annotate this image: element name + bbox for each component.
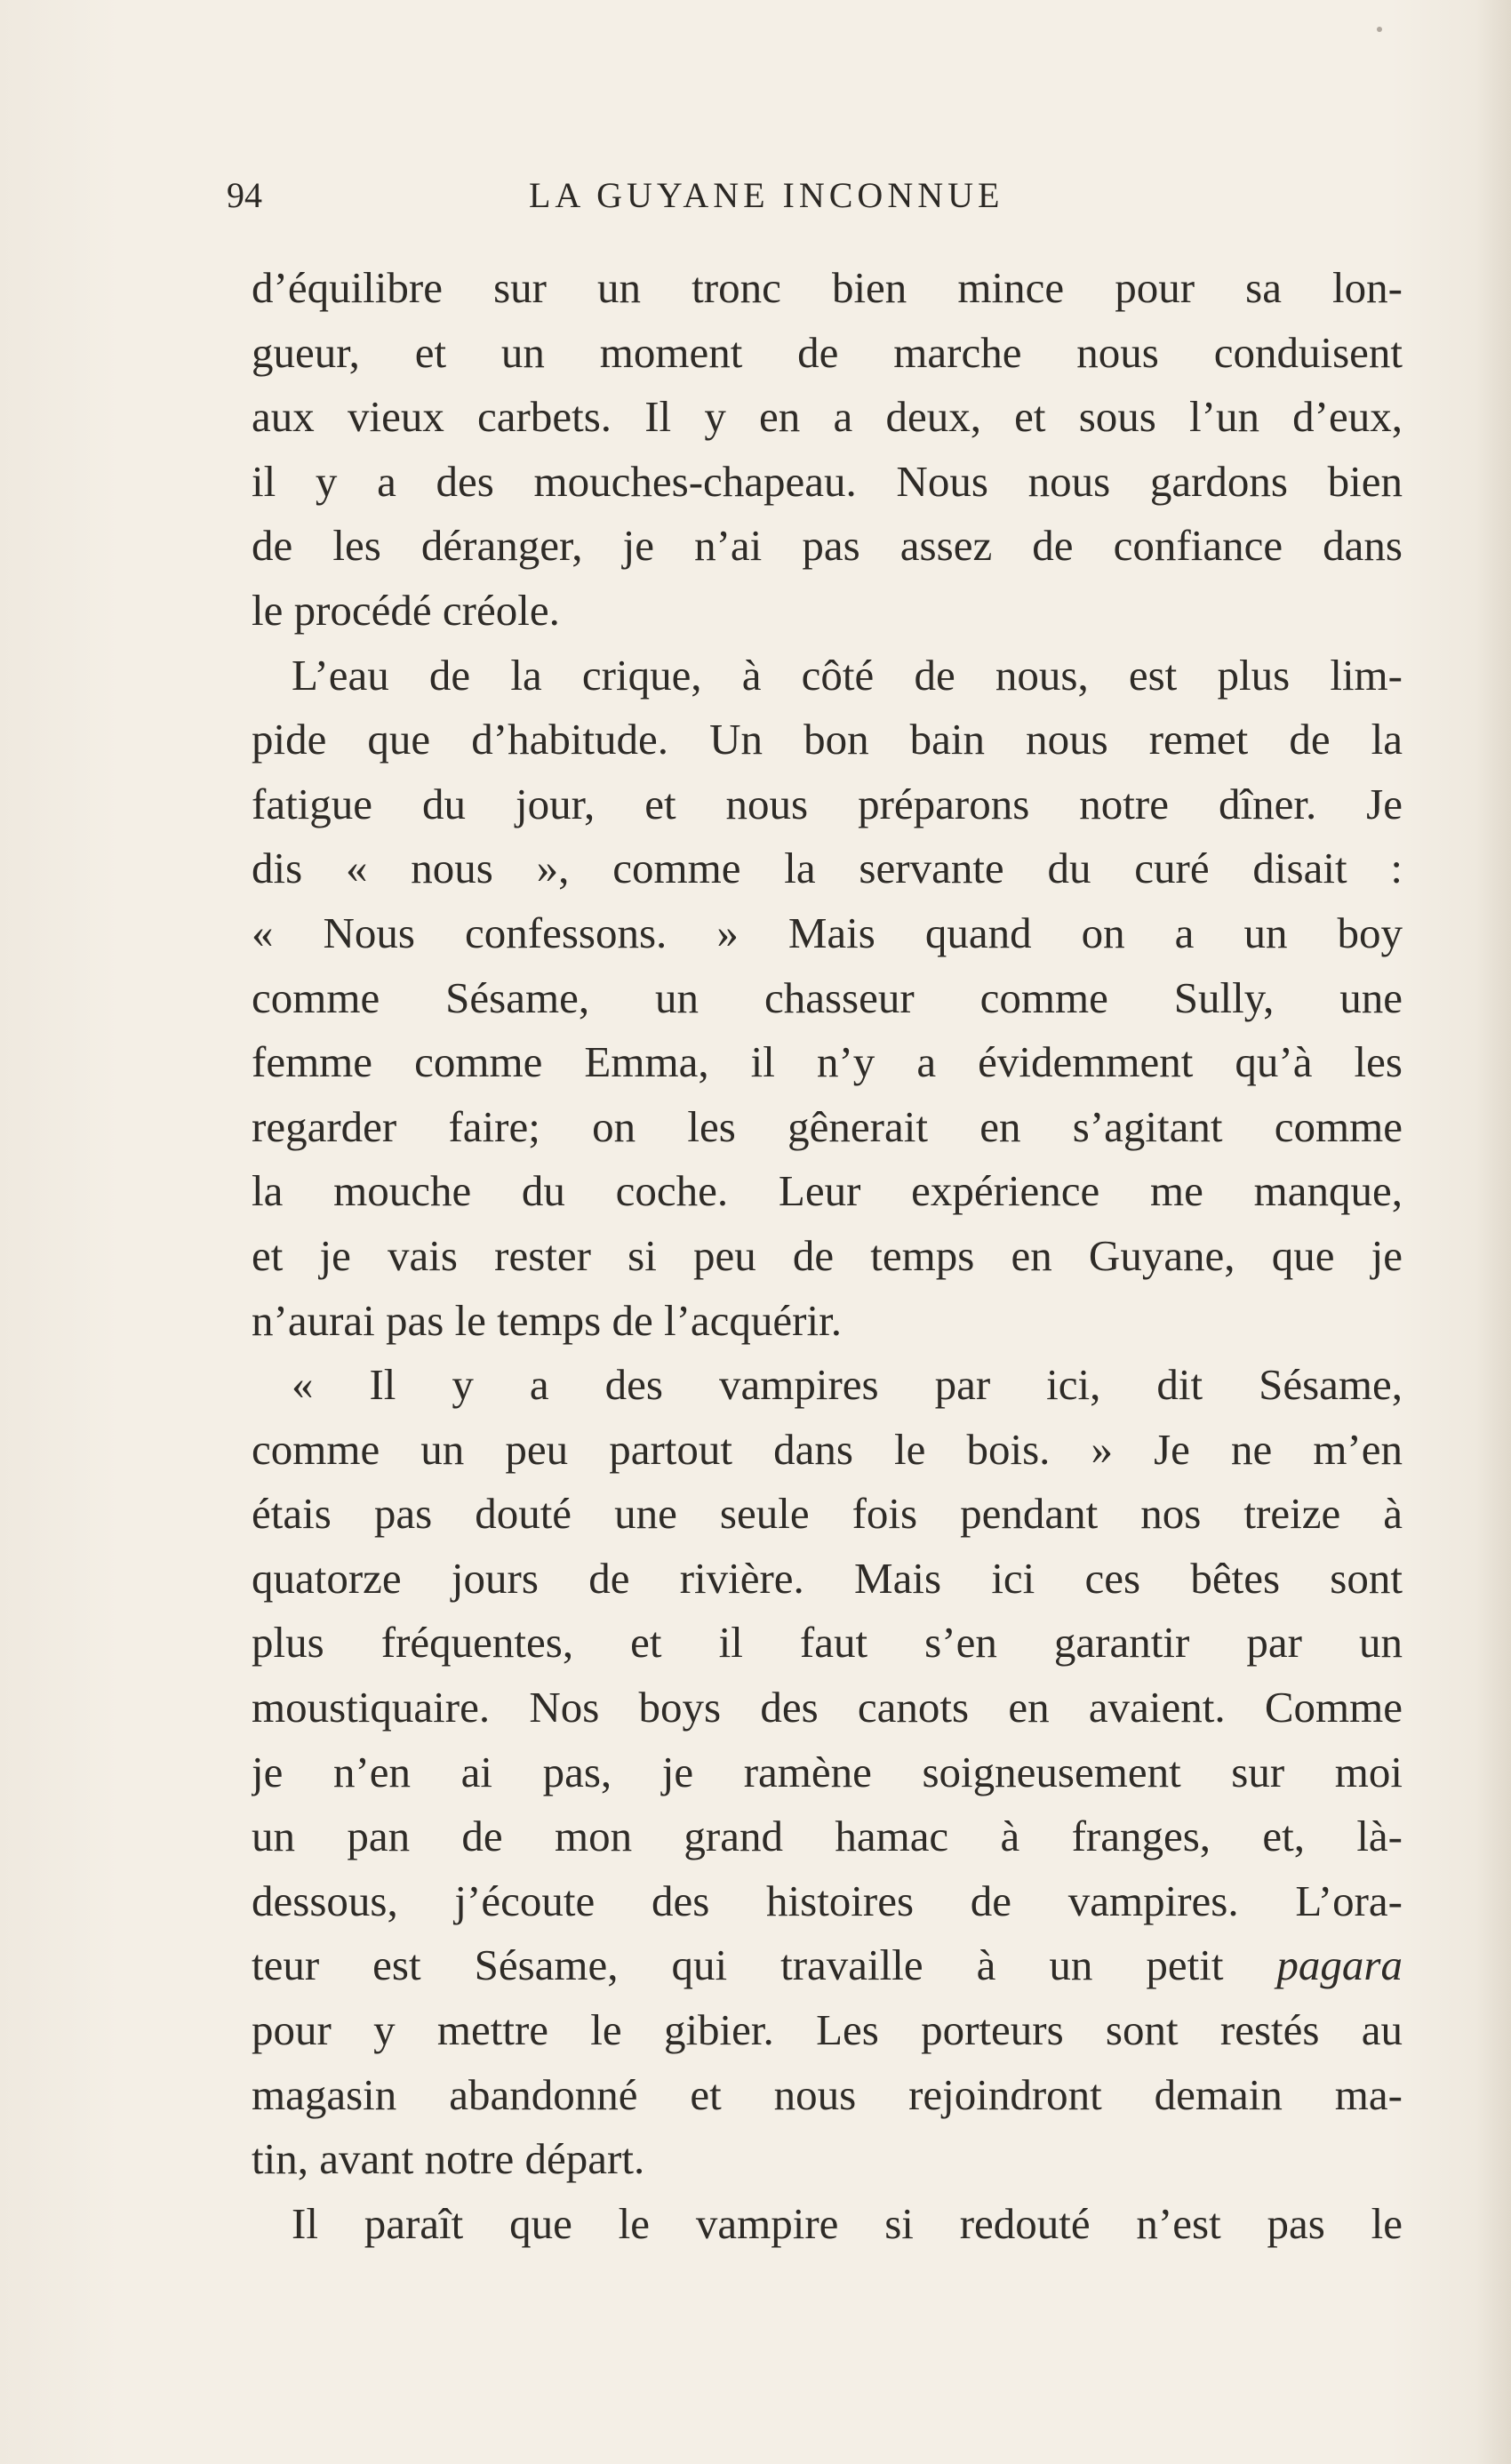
text-line: magasin abandonné et nous rejoindront demain ma-: [252, 2069, 1403, 2119]
text-line: « Il y a des vampires par ici, dit Sésame,: [292, 1360, 1403, 1410]
text-line: teur est Sésame, qui travaille à un petit pagara: [252, 1940, 1403, 1990]
text-line: d’équilibre sur un tronc bien mince pour sa lon-: [252, 263, 1403, 312]
text-line: la mouche du coche. Leur expérience me manque,: [252, 1166, 1403, 1216]
text-line: gueur, et un moment de marche nous conduisent: [252, 327, 1403, 377]
text-line: Il paraît que le vampire si redouté n’est pas le: [292, 2198, 1403, 2248]
italic-word: pagara: [1276, 1940, 1403, 1990]
running-head: LA GUYANE INCONNUE: [529, 175, 1004, 215]
page-number: 94: [227, 175, 262, 215]
text-line: et je vais rester si peu de temps en Guyane, que je: [252, 1230, 1403, 1280]
text-line: plus fréquentes, et il faut s’en garantir par un: [252, 1618, 1403, 1668]
text-line: pide que d’habitude. Un bon bain nous remet de la: [252, 715, 1403, 764]
text-line: n’aurai pas le temps de l’acquérir.: [252, 1295, 842, 1345]
text-line: moustiquaire. Nos boys des canots en avaient. Comme: [252, 1683, 1403, 1732]
text-line: un pan de mon grand hamac à franges, et, là-: [252, 1812, 1403, 1861]
text-line: L’eau de la crique, à côté de nous, est plus lim-: [292, 650, 1403, 700]
text-line: dessous, j’écoute des histoires de vampires. L’ora-: [252, 1876, 1403, 1925]
text-line: il y a des mouches-chapeau. Nous nous gardons bien: [252, 456, 1403, 506]
text-line: comme Sésame, un chasseur comme Sully, une: [252, 972, 1403, 1022]
text-line: le procédé créole.: [252, 585, 560, 635]
text-line: regarder faire; on les gênerait en s’agitant comme: [252, 1101, 1403, 1151]
text-line: tin, avant notre départ.: [252, 2134, 645, 2184]
text-line: aux vieux carbets. Il y en a deux, et sous l’un d’eux,: [252, 392, 1403, 442]
body-text: [252, 256, 1403, 2256]
text-line: femme comme Emma, il n’y a évidemment qu’à les: [252, 1037, 1403, 1087]
text-line: de les déranger, je n’ai pas assez de confiance dans: [252, 521, 1403, 571]
text-line: fatigue du jour, et nous préparons notre dîner. Je: [252, 779, 1403, 828]
page-edge-shadow: [1475, 0, 1511, 2464]
text-line: « Nous confessons. » Mais quand on a un boy: [252, 908, 1403, 957]
text-line: je n’en ai pas, je ramène soigneusement sur moi: [252, 1747, 1403, 1796]
text-line: pour y mettre le gibier. Les porteurs sont restés au: [252, 2005, 1403, 2055]
ink-speck: [1377, 27, 1382, 32]
text-line: quatorze jours de rivière. Mais ici ces bêtes sont: [252, 1553, 1403, 1603]
page-header: [227, 171, 1400, 220]
text-line: dis « nous », comme la servante du curé disait :: [252, 844, 1403, 893]
text-line: comme un peu partout dans le bois. » Je ne m’en: [252, 1424, 1403, 1474]
text-line: étais pas douté une seule fois pendant nos treize à: [252, 1489, 1403, 1539]
